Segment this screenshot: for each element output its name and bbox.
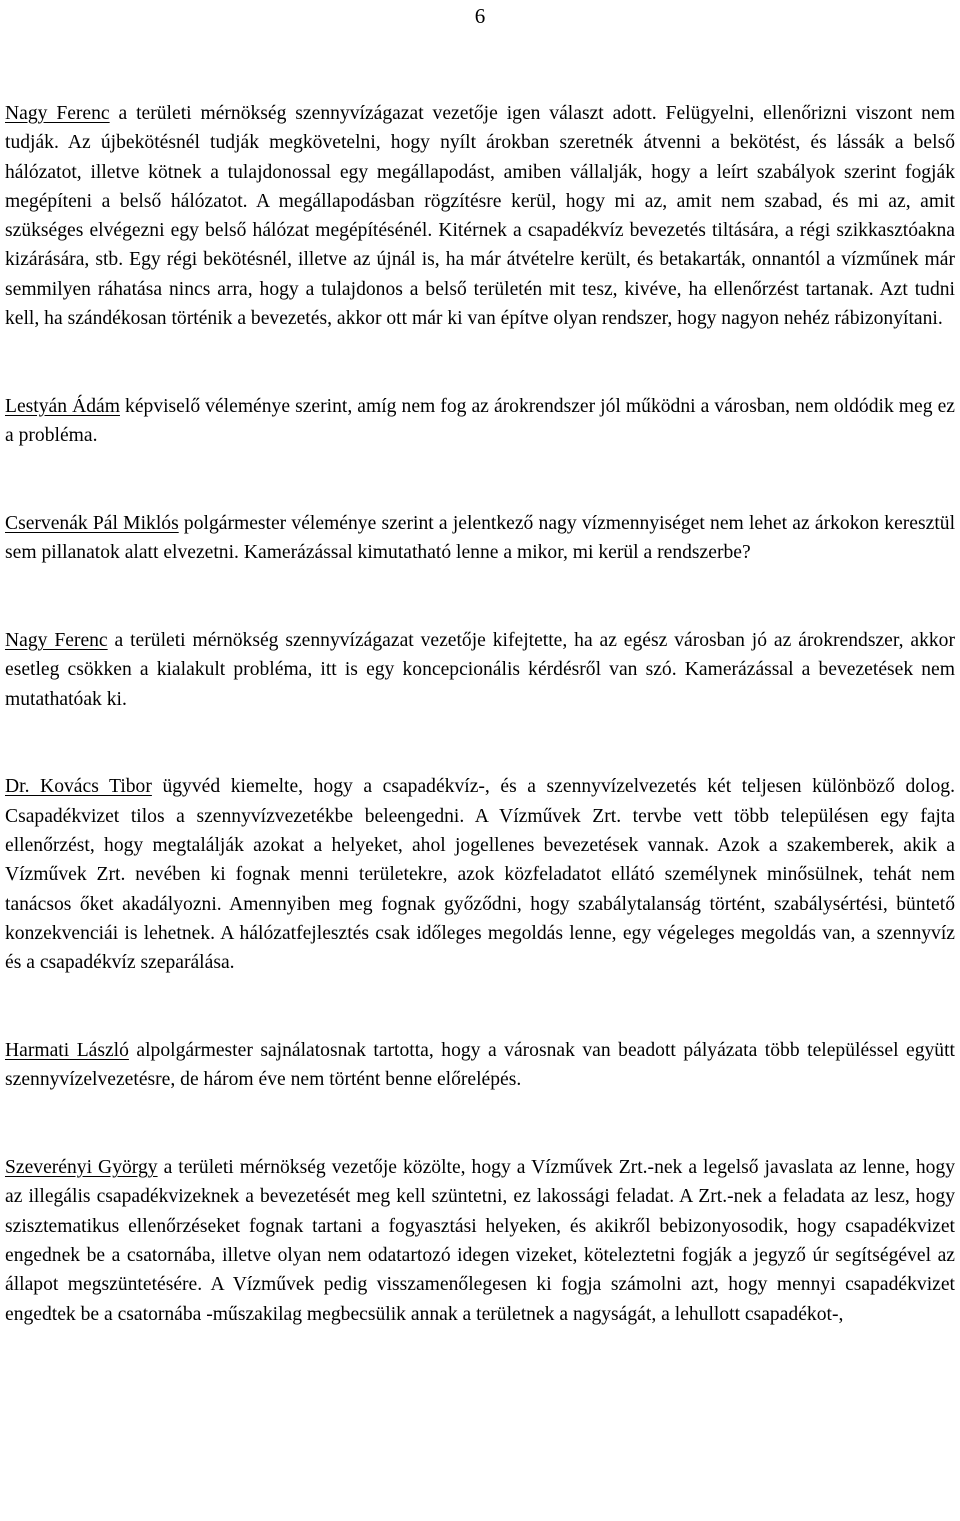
speaker-name: Nagy Ferenc xyxy=(5,630,108,652)
paragraph-text: a területi mérnökség szennyvízágazat vezetője kifejtette, ha az egész városban jó az árokrendszer, akkor esetleg csökken a kialakult probléma, itt is egy koncepcionális kérdésről van szó. Kamerázással a bevezetések nem mutathatóak ki. xyxy=(5,630,955,710)
speaker-name: Harmati László xyxy=(5,1040,129,1062)
speaker-name: Szeverényi György xyxy=(5,1157,158,1179)
paragraph-nagy-ferenc-2 xyxy=(5,626,955,714)
paragraph-text: képviselő véleménye szerint, amíg nem fog az árokrendszer jól működni a városban, nem oldódik meg ez a probléma. xyxy=(5,395,955,447)
paragraph-cservenak-pal-miklos xyxy=(5,509,955,568)
paragraph-text: ügyvéd kiemelte, hogy a csapadékvíz-, és a szennyvízelvezetés két teljesen különböző dolog. Csapadékvizet tilos a szennyvízvezetékbe beleengedni. A Vízművek Zrt. tervbe vett több településen egy fajta ellenőrzést, hogy megtalálják azokat a helyeket, ahol jogellenes bevezetések vannak. Azok a szakemberek, akik a Vízművek Zrt. nevében ki fognak menni területekre, azok közfeladatot ellátó személynek minősülnek, tehát nem tanácsos őket akadályozni. Amennyiben meg fognak győződni, hogy szabálytalanság történt, szabálysértési, büntető konzekvenciái is lehetnek. A hálózatfejlesztés csak időleges megoldás lenne, egy végeleges megoldás van, a szennyvíz és a csapadékvíz szeparálása. xyxy=(5,776,955,974)
paragraph-text: polgármester véleménye szerint a jelentkező nagy vízmennyiséget nem lehet az árkokon keresztül sem pillanatok alatt elvezetni. Kamerázással kimutatható lenne a mikor, mi kerül a rendszerbe? xyxy=(5,512,956,564)
paragraph-text: a területi mérnökség szennyvízágazat vezetője igen választ adott. Felügyelni, ellenőrizni viszont nem tudják. Az újbekötésnél tudják megkövetelni, hogy nyílt árokban szeretnék átvenni a bekötést, és lássák a belső hálózatot, illetve kötnek a tulajdonossal egy megállapodást, amiben vállalják, hogy a leírt szabályok szerint fogják megépíteni a belső hálózatot. A megállapodásban rögzítésre kerül, hogy mi az, amit nem szabad, és mi az, amit szükséges elvégezni egy belső hálózat megépítésénél. Kitérnek a csapadékvíz bevezetés tiltására, a régi szikkasztóakna kizárására, stb. Egy régi bekötésnél, illetve az újnál is, ha már átvételre került, és betakarták, onnantól a vízműnek már semmilyen ráhatása nincs arra, hogy a tulajdonos a belső területén mit tesz, kivéve, ha ellenőrzést tartanak. Azt tudni kell, ha szándékosan történik a bevezetés, akkor ott már ki van építve olyan rendszer, hogy nagyon nehéz rábizonyítani. xyxy=(5,103,955,330)
document-body xyxy=(5,99,955,1387)
page-number: 6 xyxy=(474,4,486,28)
speaker-name: Dr. Kovács Tibor xyxy=(5,776,152,798)
paragraph-harmati-laszlo xyxy=(5,1036,955,1095)
paragraph-kovacs-tibor xyxy=(5,772,955,977)
speaker-name: Nagy Ferenc xyxy=(5,103,110,124)
paragraph-text: alpolgármester sajnálatosnak tartotta, hogy a városnak van beadott pályázata több településsel együtt szennyvízelvezetésre, de három éve nem történt benne előrelépés. xyxy=(5,1040,955,1091)
paragraph-text: a területi mérnökség vezetője közölte, hogy a Vízművek Zrt.-nek a legelső javaslata az lenne, hogy az illegális csapadékvizeknek a bevezetését meg kell szüntetni, ez lakossági feladat. A Zrt.-nek a feladata az lesz, hogy szisztematikus ellenőrzéseket fognak tartani a fogyasztási helyeken, és akikről bebizonyosodik, hogy csapadékvizet engednek be a csatornába, illetve olyan nem odatartozó idegen vizeket, köteleztetni fogják a jegyző úr segítségével az állapot megszüntetésére. A Vízművek pedig visszamenőlegesen ki fogja számolni azt, hogy mennyi csapadékvizet engedtek be a csatornába -műszakilag megbecsülik annak a területnek a nagyságát, a lehullott csapadékot-, xyxy=(5,1157,956,1325)
paragraph-lestyan-adam xyxy=(5,392,955,451)
speaker-name: Cservenák Pál Miklós xyxy=(5,512,179,534)
speaker-name: Lestyán Ádám xyxy=(5,395,120,417)
paragraph-szeverenyi-gyorgy xyxy=(5,1153,955,1329)
paragraph-nagy-ferenc-1 xyxy=(5,99,955,333)
